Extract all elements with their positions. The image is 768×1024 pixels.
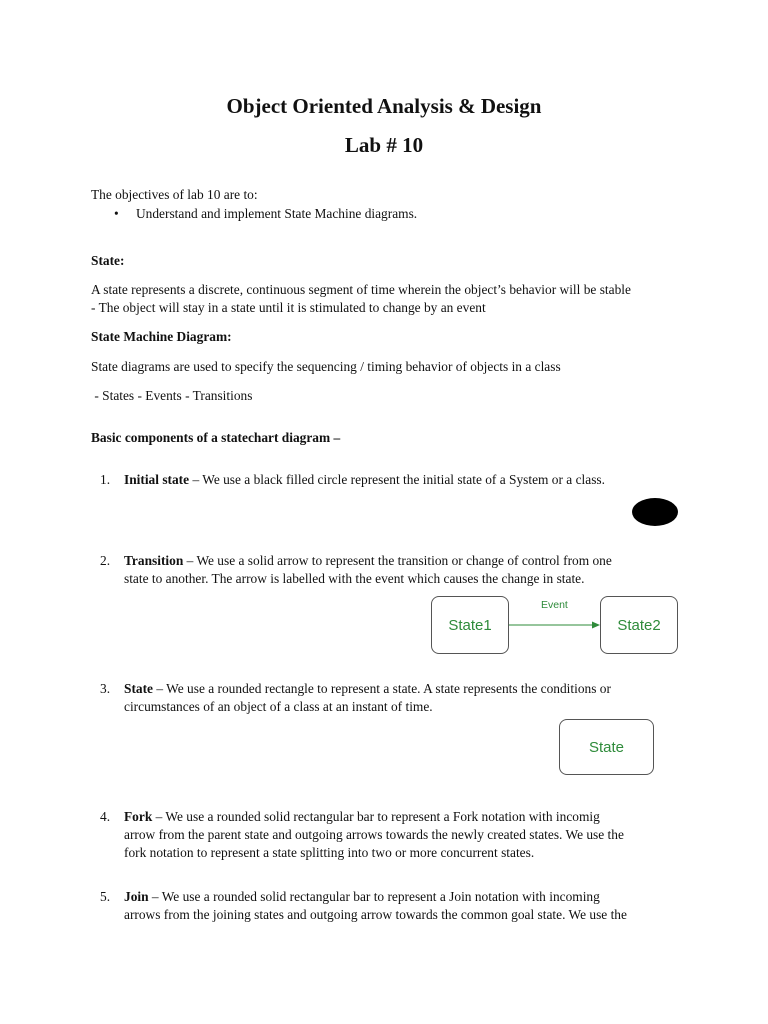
state2-box: State2	[600, 596, 678, 654]
item-text-line: arrow from the parent state and outgoing arrows towards the newly created states. We use the	[124, 827, 624, 842]
list-number: 2.	[100, 553, 111, 568]
item-text-line: fork notation to represent a state splitting into two or more concurrent states.	[124, 845, 535, 860]
objective-item: Understand and implement State Machine diagrams.	[136, 206, 418, 221]
state1-box: State1	[431, 596, 509, 654]
list-item-join	[124, 888, 684, 924]
document-title: Object Oriented Analysis & Design	[226, 94, 542, 118]
list-number: 4.	[100, 809, 111, 824]
state-definition-line-1: A state represents a discrete, continuous segment of time wherein the object’s behavior will be stable	[91, 282, 631, 297]
state-example-box: State	[559, 719, 654, 775]
list-item-initial-state	[124, 471, 684, 489]
term-label: State	[124, 681, 154, 696]
list-number: 1.	[100, 472, 111, 487]
item-text-line: – We use a rounded solid rectangular bar to represent a Fork notation with incomig	[155, 809, 600, 824]
state-definition-line-2: - The object will stay in a state until it is stimulated to change by an event	[91, 300, 486, 315]
item-text-line: – We use a rounded solid rectangular bar to represent a Join notation with incoming	[151, 889, 600, 904]
list-item-fork	[124, 808, 684, 862]
state-machine-heading: State Machine Diagram:	[91, 329, 232, 344]
term-label: Initial state	[124, 472, 190, 487]
event-label: Event	[541, 599, 568, 611]
components-heading: Basic components of a statechart diagram –	[91, 430, 341, 445]
term-label: Join	[124, 889, 149, 904]
item-text-line: – We use a rounded rectangle to represent a state. A state represents the conditions or	[156, 681, 611, 696]
state-machine-line-1: State diagrams are used to specify the sequencing / timing behavior of objects in a class	[91, 359, 561, 374]
bullet-icon: •	[114, 206, 119, 221]
lab-number: Lab # 10	[344, 133, 424, 157]
list-item-transition	[124, 552, 684, 588]
item-text-line: – We use a solid arrow to represent the transition or change of control from one	[186, 553, 612, 568]
item-text-line: – We use a black filled circle represent the initial state of a System or a class.	[192, 472, 605, 487]
item-text-line: circumstances of an object of a class at an instant of time.	[124, 699, 433, 714]
list-number: 5.	[100, 889, 111, 904]
term-label: Transition	[124, 553, 184, 568]
initial-state-symbol	[632, 498, 678, 526]
list-item-state	[124, 680, 684, 716]
item-text-line: state to another. The arrow is labelled with the event which causes the change in state.	[124, 571, 585, 586]
objectives-intro: The objectives of lab 10 are to:	[91, 187, 258, 202]
list-number: 3.	[100, 681, 111, 696]
state-machine-line-2: - States - Events - Transitions	[91, 388, 253, 403]
item-text-line: arrows from the joining states and outgoing arrow towards the common goal state. We use the	[124, 907, 627, 922]
term-label: Fork	[124, 809, 153, 824]
state-heading: State:	[91, 253, 125, 268]
transition-arrow-icon	[509, 590, 601, 640]
